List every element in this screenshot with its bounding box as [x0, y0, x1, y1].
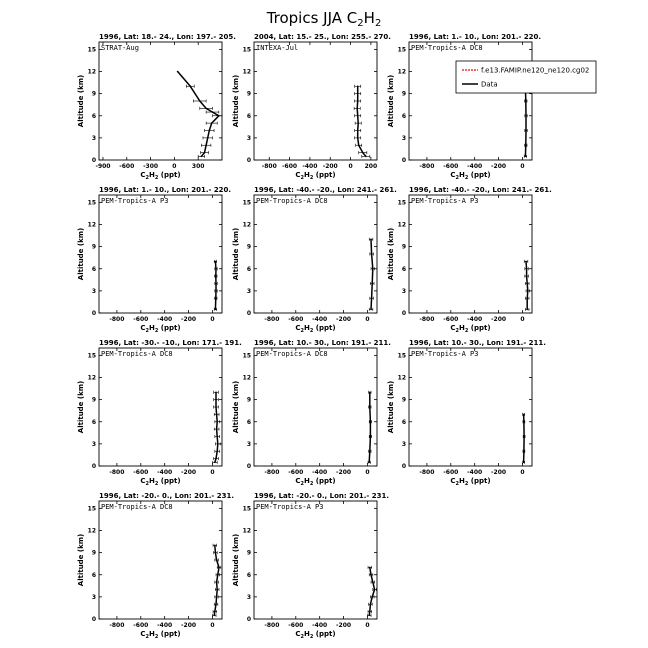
- data-point: [218, 567, 220, 569]
- data-point: [526, 275, 528, 277]
- y-tick-label: 12: [242, 221, 251, 229]
- x-axis-label: $C_2H_2$ (ppt): [295, 477, 336, 487]
- plot-frame: [409, 42, 532, 160]
- data-profile-line: [178, 72, 219, 157]
- data-point: [368, 615, 370, 617]
- panel-header: 1996, Lat: -40.- -20., Lon: 241.- 261.: [254, 186, 397, 194]
- x-tick-label: 200: [364, 163, 378, 170]
- data-point: [211, 122, 213, 124]
- y-tick-label: 15: [87, 199, 96, 207]
- data-point: [215, 283, 217, 285]
- panel-6: [387, 186, 552, 334]
- legend-model-label: f.e13.FAMIP.ne120_ne120.cg02: [481, 66, 590, 75]
- panel-header: 1996, Lat: 10.- 30., Lon: 191.- 211.: [254, 339, 391, 347]
- y-tick-label: 6: [91, 112, 96, 120]
- data-point: [215, 290, 217, 292]
- panel-10: [77, 492, 234, 640]
- data-point: [216, 428, 218, 430]
- x-tick-label: 0: [365, 622, 370, 629]
- data-point: [215, 309, 217, 311]
- data-point: [372, 581, 374, 583]
- y-tick-label: 3: [246, 440, 251, 448]
- data-point: [369, 391, 371, 393]
- data-point: [356, 108, 358, 110]
- y-tick-label: 3: [246, 287, 251, 295]
- y-tick-label: 9: [401, 396, 406, 404]
- x-tick-label: -800: [419, 163, 435, 170]
- panel-header: 2004, Lat: 15.- 25., Lon: 255.- 270.: [254, 33, 391, 41]
- data-point: [526, 297, 528, 299]
- x-tick-label: -800: [261, 163, 277, 170]
- x-tick-label: -400: [312, 316, 328, 323]
- x-tick-label: -400: [157, 469, 173, 476]
- data-point: [215, 406, 217, 408]
- x-tick-label: -600: [133, 316, 149, 323]
- x-tick-label: -200: [181, 622, 197, 629]
- y-tick-label: 6: [401, 265, 406, 273]
- data-point: [217, 443, 219, 445]
- plot-frame: [254, 348, 377, 466]
- y-tick-label: 15: [87, 352, 96, 360]
- data-point: [218, 115, 220, 117]
- y-tick-label: 6: [246, 571, 251, 579]
- x-tick-label: -600: [443, 469, 459, 476]
- data-point: [214, 611, 216, 613]
- data-point: [523, 421, 525, 423]
- panel-header: 1996, Lat: 1.- 10., Lon: 201.- 220.: [99, 186, 232, 194]
- x-tick-label: -600: [119, 163, 135, 170]
- data-point: [213, 615, 215, 617]
- data-point: [215, 297, 217, 299]
- y-tick-label: 9: [246, 549, 251, 557]
- x-axis-label: $C_2H_2$ (ppt): [450, 477, 491, 487]
- data-point: [215, 391, 217, 393]
- data-point: [370, 421, 372, 423]
- data-point: [369, 567, 371, 569]
- data-point: [214, 462, 216, 464]
- data-point: [523, 450, 525, 452]
- data-point: [523, 414, 525, 416]
- x-tick-label: -800: [264, 316, 280, 323]
- data-point: [216, 421, 218, 423]
- data-point: [357, 130, 359, 132]
- data-point: [371, 253, 373, 255]
- y-tick-label: 3: [91, 440, 96, 448]
- y-tick-label: 0: [91, 463, 96, 470]
- campaign-label: PEM-Tropics-A DC8: [101, 503, 173, 511]
- data-point: [205, 108, 207, 110]
- x-tick-label: -900: [95, 163, 111, 170]
- y-tick-label: 0: [401, 463, 406, 470]
- x-tick-label: -400: [312, 469, 328, 476]
- y-tick-label: 9: [401, 90, 406, 98]
- data-point: [525, 144, 527, 146]
- y-tick-label: 12: [242, 68, 251, 76]
- y-tick-label: 0: [246, 310, 251, 317]
- y-tick-label: 12: [87, 221, 96, 229]
- data-point: [216, 559, 218, 561]
- x-tick-label: -200: [322, 163, 338, 170]
- x-tick-label: -400: [467, 316, 483, 323]
- y-axis-label: Altitude (km): [77, 533, 85, 587]
- y-axis-label: Altitude (km): [387, 227, 395, 281]
- x-tick-label: 0: [210, 469, 215, 476]
- plot-frame: [409, 195, 532, 313]
- y-tick-label: 15: [87, 46, 96, 54]
- data-point: [371, 596, 373, 598]
- data-point: [525, 156, 527, 158]
- y-axis-label: Altitude (km): [232, 380, 240, 434]
- data-point: [358, 144, 360, 146]
- x-tick-label: -200: [336, 622, 352, 629]
- data-point: [525, 261, 527, 263]
- x-tick-label: -400: [312, 622, 328, 629]
- y-tick-label: 15: [87, 505, 96, 513]
- data-point: [205, 144, 207, 146]
- panel-7: [77, 339, 242, 487]
- panel-header: 1996, Lat: 1.- 10., Lon: 201.- 220.: [409, 33, 542, 41]
- y-tick-label: 9: [246, 243, 251, 251]
- x-tick-label: 0: [172, 163, 177, 170]
- x-axis-label: $C_2H_2$ (ppt): [140, 477, 181, 487]
- data-point: [371, 283, 373, 285]
- data-point: [357, 85, 359, 87]
- data-point: [215, 458, 217, 460]
- data-point: [215, 268, 217, 270]
- campaign-label: PEM-Tropics-A DC8: [256, 350, 328, 358]
- y-tick-label: 12: [242, 374, 251, 382]
- x-tick-label: -800: [109, 316, 125, 323]
- data-point: [374, 589, 376, 591]
- x-tick-label: -200: [491, 469, 507, 476]
- x-tick-label: 300: [191, 163, 205, 170]
- panel-header: 1996, Lat: -40.- -20., Lon: 241.- 261.: [409, 186, 552, 194]
- x-tick-label: 0: [520, 469, 525, 476]
- data-point: [207, 137, 209, 139]
- x-axis-label: $C_2H_2$ (ppt): [450, 324, 491, 334]
- y-tick-label: 0: [246, 463, 251, 470]
- data-point: [525, 100, 527, 102]
- y-tick-label: 0: [401, 310, 406, 317]
- y-tick-label: 9: [91, 396, 96, 404]
- data-point: [370, 436, 372, 438]
- y-tick-label: 3: [401, 134, 406, 142]
- y-tick-label: 12: [87, 527, 96, 535]
- y-tick-label: 6: [246, 418, 251, 426]
- x-tick-label: -600: [282, 163, 298, 170]
- x-tick-label: -600: [288, 469, 304, 476]
- y-tick-label: 6: [246, 112, 251, 120]
- y-tick-label: 9: [246, 396, 251, 404]
- y-tick-label: 15: [242, 352, 251, 360]
- data-point: [370, 238, 372, 240]
- data-point: [372, 268, 374, 270]
- data-point: [523, 462, 525, 464]
- panel-3: [387, 33, 541, 181]
- figure-title: Tropics JJA $C_2H_2$: [266, 9, 382, 29]
- y-tick-label: 3: [91, 134, 96, 142]
- y-axis-label: Altitude (km): [77, 380, 85, 434]
- data-point: [201, 156, 203, 158]
- x-tick-label: -300: [143, 163, 159, 170]
- legend-data-label: Data: [481, 80, 498, 89]
- campaign-label: PEM-Tropics-A DC8: [101, 350, 173, 358]
- plot-frame: [254, 195, 377, 313]
- y-tick-label: 6: [91, 571, 96, 579]
- data-point: [189, 85, 191, 87]
- legend: [456, 61, 596, 93]
- x-axis-label: $C_2H_2$ (ppt): [295, 630, 336, 640]
- y-tick-label: 15: [242, 505, 251, 513]
- y-axis-label: Altitude (km): [232, 74, 240, 128]
- x-tick-label: -800: [419, 316, 435, 323]
- data-point: [216, 414, 218, 416]
- panel-11: [232, 492, 389, 640]
- x-tick-label: -400: [467, 163, 483, 170]
- campaign-label: PEM-Tropics-A P3: [256, 503, 324, 511]
- data-point: [526, 309, 528, 311]
- panel-header: 1996, Lat: -20.- 0., Lon: 201.- 231.: [99, 492, 234, 500]
- data-point: [215, 261, 217, 263]
- data-point: [357, 100, 359, 102]
- data-point: [216, 450, 218, 452]
- y-tick-label: 12: [397, 68, 406, 76]
- data-point: [357, 93, 359, 95]
- data-point: [215, 603, 217, 605]
- campaign-label: PEM-Tropics-A DC8: [411, 44, 483, 52]
- x-axis-label: $C_2H_2$ (ppt): [295, 324, 336, 334]
- x-tick-label: -800: [109, 622, 125, 629]
- y-axis-label: Altitude (km): [387, 380, 395, 434]
- y-tick-label: 15: [397, 199, 406, 207]
- data-point: [215, 552, 217, 554]
- x-tick-label: 0: [520, 163, 525, 170]
- data-point: [214, 544, 216, 546]
- x-tick-label: -800: [264, 469, 280, 476]
- x-tick-label: -600: [443, 163, 459, 170]
- y-tick-label: 9: [246, 90, 251, 98]
- y-tick-label: 6: [91, 418, 96, 426]
- x-tick-label: -600: [133, 469, 149, 476]
- y-axis-label: Altitude (km): [77, 74, 85, 128]
- data-point: [370, 309, 372, 311]
- campaign-label: STRAT-Aug: [101, 44, 139, 52]
- y-axis-label: Altitude (km): [232, 533, 240, 587]
- data-point: [199, 100, 201, 102]
- data-point: [216, 589, 218, 591]
- y-tick-label: 15: [397, 352, 406, 360]
- y-tick-label: 9: [401, 243, 406, 251]
- y-tick-label: 6: [401, 112, 406, 120]
- x-tick-label: -200: [181, 316, 197, 323]
- y-tick-label: 6: [401, 418, 406, 426]
- x-tick-label: -200: [336, 469, 352, 476]
- panel-header: 1996, Lat: 10.- 30., Lon: 191.- 211.: [409, 339, 546, 347]
- campaign-label: INTEXA-Jul: [256, 44, 299, 52]
- campaign-label: PEM-Tropics-A P3: [411, 350, 479, 358]
- x-axis-label: $C_2H_2$ (ppt): [140, 171, 181, 181]
- x-tick-label: -400: [467, 469, 483, 476]
- y-tick-label: 12: [397, 374, 406, 382]
- data-point: [212, 111, 214, 113]
- data-point: [369, 450, 371, 452]
- data-point: [215, 275, 217, 277]
- y-axis-label: Altitude (km): [387, 74, 395, 128]
- data-point: [526, 268, 528, 270]
- x-tick-label: 0: [348, 163, 353, 170]
- plot-frame: [254, 501, 377, 619]
- y-tick-label: 9: [91, 243, 96, 251]
- data-point: [357, 137, 359, 139]
- campaign-label: PEM-Tropics-A P3: [101, 197, 169, 205]
- data-point: [525, 115, 527, 117]
- data-point: [368, 462, 370, 464]
- y-tick-label: 3: [401, 440, 406, 448]
- data-point: [370, 603, 372, 605]
- x-tick-label: -400: [302, 163, 318, 170]
- data-point: [369, 406, 371, 408]
- x-tick-label: -400: [157, 622, 173, 629]
- y-tick-label: 3: [91, 287, 96, 295]
- y-tick-label: 9: [91, 549, 96, 557]
- data-point: [216, 436, 218, 438]
- x-axis-label: $C_2H_2$ (ppt): [295, 171, 336, 181]
- x-tick-label: -800: [109, 469, 125, 476]
- y-axis-label: Altitude (km): [77, 227, 85, 281]
- y-axis-label: Altitude (km): [232, 227, 240, 281]
- y-tick-label: 3: [401, 287, 406, 295]
- y-tick-label: 15: [397, 46, 406, 54]
- panel-1: [77, 33, 236, 181]
- panel-5: [232, 186, 397, 334]
- data-point: [523, 436, 525, 438]
- x-tick-label: -200: [181, 469, 197, 476]
- x-tick-label: 0: [365, 316, 370, 323]
- x-tick-label: 0: [520, 316, 525, 323]
- data-point: [209, 130, 211, 132]
- x-tick-label: 0: [210, 316, 215, 323]
- x-tick-label: -600: [133, 622, 149, 629]
- x-tick-label: -200: [491, 316, 507, 323]
- data-point: [357, 122, 359, 124]
- x-tick-label: -200: [491, 163, 507, 170]
- campaign-label: PEM-Tropics-A DC8: [256, 197, 328, 205]
- data-point: [525, 130, 527, 132]
- panel-8: [232, 339, 391, 487]
- panel-4: [77, 186, 231, 334]
- y-tick-label: 15: [242, 199, 251, 207]
- y-tick-label: 3: [246, 134, 251, 142]
- panel-9: [387, 339, 546, 487]
- data-point: [215, 399, 217, 401]
- y-tick-label: 0: [91, 616, 96, 623]
- data-point: [217, 574, 219, 576]
- data-point: [177, 71, 179, 73]
- y-tick-label: 12: [87, 68, 96, 76]
- y-tick-label: 12: [397, 221, 406, 229]
- plot-frame: [99, 195, 222, 313]
- y-tick-label: 3: [91, 593, 96, 601]
- data-point: [370, 574, 372, 576]
- data-point: [526, 283, 528, 285]
- y-tick-label: 0: [401, 157, 406, 164]
- x-tick-label: -600: [443, 316, 459, 323]
- plot-frame: [99, 348, 222, 466]
- panel-header: 1996, Lat: -30.- -10., Lon: 171.- 191.: [99, 339, 242, 347]
- x-tick-label: -800: [419, 469, 435, 476]
- data-point: [527, 290, 529, 292]
- x-tick-label: -800: [264, 622, 280, 629]
- plot-frame: [409, 348, 532, 466]
- x-axis-label: $C_2H_2$ (ppt): [140, 630, 181, 640]
- y-tick-label: 0: [246, 157, 251, 164]
- x-axis-label: $C_2H_2$ (ppt): [140, 324, 181, 334]
- y-tick-label: 0: [91, 310, 96, 317]
- x-tick-label: -600: [288, 622, 304, 629]
- panel-header: 1996, Lat: -20.- 0., Lon: 201.- 231.: [254, 492, 389, 500]
- panels: [77, 33, 552, 640]
- y-tick-label: 9: [91, 90, 96, 98]
- data-point: [365, 156, 367, 158]
- y-tick-label: 12: [87, 374, 96, 382]
- plot-frame: [99, 501, 222, 619]
- campaign-label: PEM-Tropics-A P3: [411, 197, 479, 205]
- y-tick-label: 3: [246, 593, 251, 601]
- x-tick-label: -600: [288, 316, 304, 323]
- data-point: [204, 152, 206, 154]
- x-tick-label: -400: [157, 316, 173, 323]
- data-point: [357, 115, 359, 117]
- x-tick-label: -200: [336, 316, 352, 323]
- x-tick-label: 0: [210, 622, 215, 629]
- data-point: [369, 611, 371, 613]
- y-tick-label: 15: [242, 46, 251, 54]
- x-tick-label: 0: [365, 469, 370, 476]
- data-point: [362, 152, 364, 154]
- x-axis-label: $C_2H_2$ (ppt): [450, 171, 491, 181]
- y-tick-label: 6: [91, 265, 96, 273]
- data-point: [216, 581, 218, 583]
- panel-header: 1996, Lat: 18.- 24., Lon: 197.- 205.: [99, 33, 236, 41]
- y-tick-label: 6: [246, 265, 251, 273]
- data-point: [371, 297, 373, 299]
- data-point: [216, 596, 218, 598]
- y-tick-label: 12: [242, 527, 251, 535]
- y-tick-label: 0: [246, 616, 251, 623]
- y-tick-label: 0: [91, 157, 96, 164]
- panel-2: [232, 33, 391, 181]
